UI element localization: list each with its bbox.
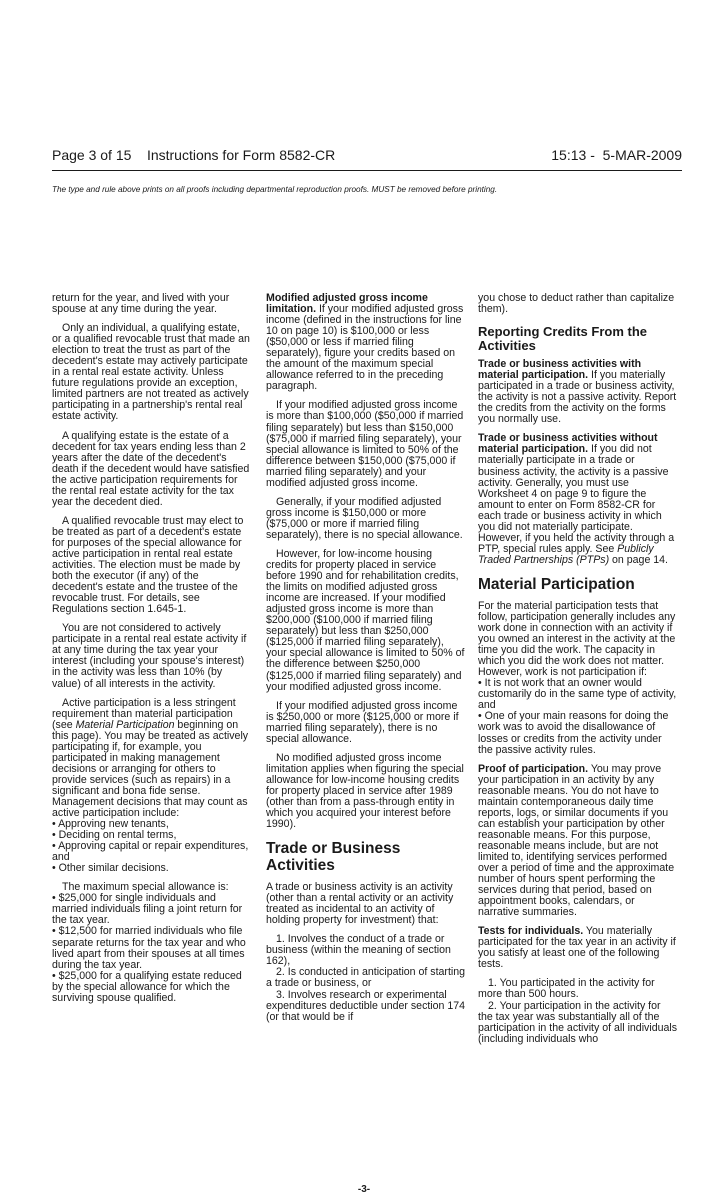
- bullet-item: • Approving capital or repair expenditures, and: [52, 840, 249, 864]
- paragraph: [478, 764, 678, 919]
- bullet-item: • Approving new tenants,: [52, 818, 169, 831]
- column-3: [478, 293, 678, 1045]
- paragraph: A qualified revocable trust may elect to be treated as part of a decedent's estate for purposes of the special allowance for active participation in rental real estate activities. The election must be made by both the executor (if any) of the decedent's estate and the trustee of the revocable trust. For details, see Regulations section 1.645-1.: [52, 514, 244, 616]
- list-item: 2. Your participation in the activity for the tax year was substantially all of the participation in the activity of all individuals (including individuals who: [478, 999, 678, 1045]
- text: You materially participated for the tax year in an activity if you satisfy at least one of the following tests.: [478, 925, 676, 971]
- paragraph: [478, 433, 678, 566]
- text: If your modified adjusted gross income (defined in the instructions for line 10 on page 10) is $100,000 or less ($50,000 or less if married filing separately), figure your credits based on the amount of the maximum special allowance referred to in the preceding paragraph.: [266, 303, 464, 393]
- text: You may prove your participation in an activity by any reasonable means. You do not have to maintain contemporaneous daily time reports, logs, or similar documents if you can establish your participation by other reasonable means. For this purpose, reasonable means include, but are not limited to, identifying services performed over a period of time and the approximate number of hours spent performing the services during that period, based on appointment books, calendars, or narrative summaries.: [478, 762, 675, 919]
- bullet-item: • $12,500 for married individuals who file separate returns for the tax year and who lived apart from their spouses at all times during the tax year.: [52, 925, 246, 971]
- italic-reference: Material Participation: [75, 718, 175, 731]
- column-2: [266, 293, 466, 1023]
- paragraph: [478, 359, 678, 425]
- paragraph: If your modified adjusted gross income is $250,000 or more ($125,000 or more if married filing separately), there is no special allowance.: [266, 699, 459, 745]
- header-timestamp: 15:13 - 5-MAR-2009: [551, 147, 682, 163]
- bullet-item: • One of your main reasons for doing the work was to avoid the disallowance of losses or credits from the activity under the passive activity rules.: [478, 710, 669, 756]
- bullet-item: • $25,000 for single individuals and married individuals filing a joint return for the tax year.: [52, 892, 243, 927]
- text: on page 14.: [609, 553, 669, 566]
- paragraph: You are not considered to actively participate in a rental real estate activity if at any time during the tax year your interest (including your spouse's interest) in the activity was less than 10% (by value) of all interests in the activity.: [52, 622, 247, 690]
- run-in-heading: Modified adjusted gross income limitation.: [266, 292, 428, 316]
- column-1: [52, 293, 252, 1004]
- bullet-item: • $25,000 for a qualifying estate reduced by the special allowance for which the surviving spouse qualified.: [52, 969, 242, 1004]
- run-in-heading: Tests for individuals.: [478, 925, 584, 938]
- page-number: -3-: [357, 1184, 371, 1195]
- section-heading: Material Participation: [478, 575, 635, 593]
- paragraph: If your modified adjusted gross income is more than $100,000 ($50,000 if married filing separately) but less than $150,000 ($75,000 if married filing separately), your special allowance is limited to 50% of the difference between $150,000 ($75,000 if married filing separately) and your modified adjusted gross income.: [266, 399, 464, 489]
- run-in-heading: Trade or business activities without material participation.: [478, 432, 658, 456]
- paragraph: return for the year, and lived with your spouse at any time during the year.: [52, 292, 230, 316]
- paragraph: [266, 293, 466, 392]
- paragraph: [478, 926, 678, 970]
- page-header: [52, 147, 682, 167]
- list-item: 2. Is conducted in anticipation of starting a trade or business, or: [266, 966, 466, 990]
- italic-reference: Publicly Traded Partnerships (PTPs): [478, 542, 654, 566]
- paragraph: A trade or business activity is an activity (other than a rental activity or an activity treated as incidental to an activity of holding property for investment) that:: [266, 881, 454, 927]
- paragraph: Generally, if your modified adjusted gross income is $150,000 or more ($75,000 or more if married filing separately), there is no special allowance.: [266, 495, 463, 541]
- paragraph: For the material participation tests that follow, participation generally includes any work done in connection with an activity if you owned an interest in the activity at the time you did the work. The capacity in which you did the work does not matter. However, work is not participation if:: [478, 599, 676, 679]
- list-item: 1. You participated in the activity for more than 500 hours.: [478, 977, 655, 1001]
- paragraph: However, for low-income housing credits for property placed in service before 1990 and for rehabilitation credits, the limits on modified adjusted gross income are increased. If your modified adjusted gross income is more than $200,000 ($100,000 if married filing separately) but less than $250,000 ($125,000 if married filing separately), your special allowance is limited to 50% of the difference between $250,000 ($125,000 if married filing separately) and your modified adjusted gross income.: [266, 547, 465, 693]
- header-title: Page 3 of 15 Instructions for Form 8582-CR: [52, 147, 336, 163]
- bullet-item: • It is not work that an owner would customarily do in the same type of activity, and: [478, 677, 677, 712]
- text: Active participation is a less stringent requirement than material participation (see: [52, 696, 236, 731]
- paragraph: you chose to deduct rather than capitalize them).: [478, 292, 675, 316]
- bullet-item: • Other similar decisions.: [52, 862, 169, 875]
- bullet-item: • Deciding on rental terms,: [52, 829, 177, 842]
- paragraph: [52, 698, 252, 820]
- paragraph: A qualifying estate is the estate of a decedent for tax years ending less than 2 years after the date of the decedent's death if the decedent would have satisfied the active participation requirements for the rental real estate activity for the tax year the decedent died.: [52, 429, 250, 508]
- paragraph: The maximum special allowance is:: [62, 881, 229, 894]
- list-item: 3. Involves research or experimental expenditures deductible under section 174 (or that would be if: [266, 988, 466, 1023]
- paragraph: Only an individual, a qualifying estate, or a qualified revocable trust that made an election to treat the trust as part of the decedent's estate may actively participate in a rental real estate activity. Unless future regulations provide an exception, limited partners are not treated as actively participating in a partnership's rental real estate activity.: [52, 322, 250, 423]
- list-item: 1. Involves the conduct of a trade or business (within the meaning of section 162),: [266, 933, 451, 968]
- section-heading: Trade or Business Activities: [266, 840, 401, 875]
- run-in-heading: Trade or business activities with material participation.: [478, 358, 642, 382]
- text: If you did not materially participate in a trade or business activity, the activity is a passive activity. Generally, you must use Worksheet 4 on page 9 to figure the amount to enter on Form 8582-CR for each trade or business activity in which you did not materially participate. However, if you held the activity through a PTP, special rules apply. See: [478, 443, 675, 555]
- paragraph: No modified adjusted gross income limitation applies when figuring the special allowance for low-income housing credits for property placed in service after 1989 (other than from a pass-through entity in which you acquired your interest before 1990).: [266, 751, 464, 831]
- run-in-heading: Proof of participation.: [478, 762, 589, 775]
- text: If you materially participated in a trade or business activity, the activity is not a passive activity. Report the credits from the activity on the forms you normally use.: [478, 369, 677, 426]
- section-heading: Reporting Credits From the Activities: [478, 324, 648, 354]
- header-rule: [52, 170, 682, 171]
- proof-note: The type and rule above prints on all proofs including departmental reproduction proofs. MUST be removed before printing.: [52, 185, 498, 194]
- text: beginning on this page). You may be treated as actively participating if, for example, you participated in making management decisions or arranging for others to provide services (such as repairs) in a significant and bona fide sense. Management decisions that may count as active participation include:: [52, 718, 249, 820]
